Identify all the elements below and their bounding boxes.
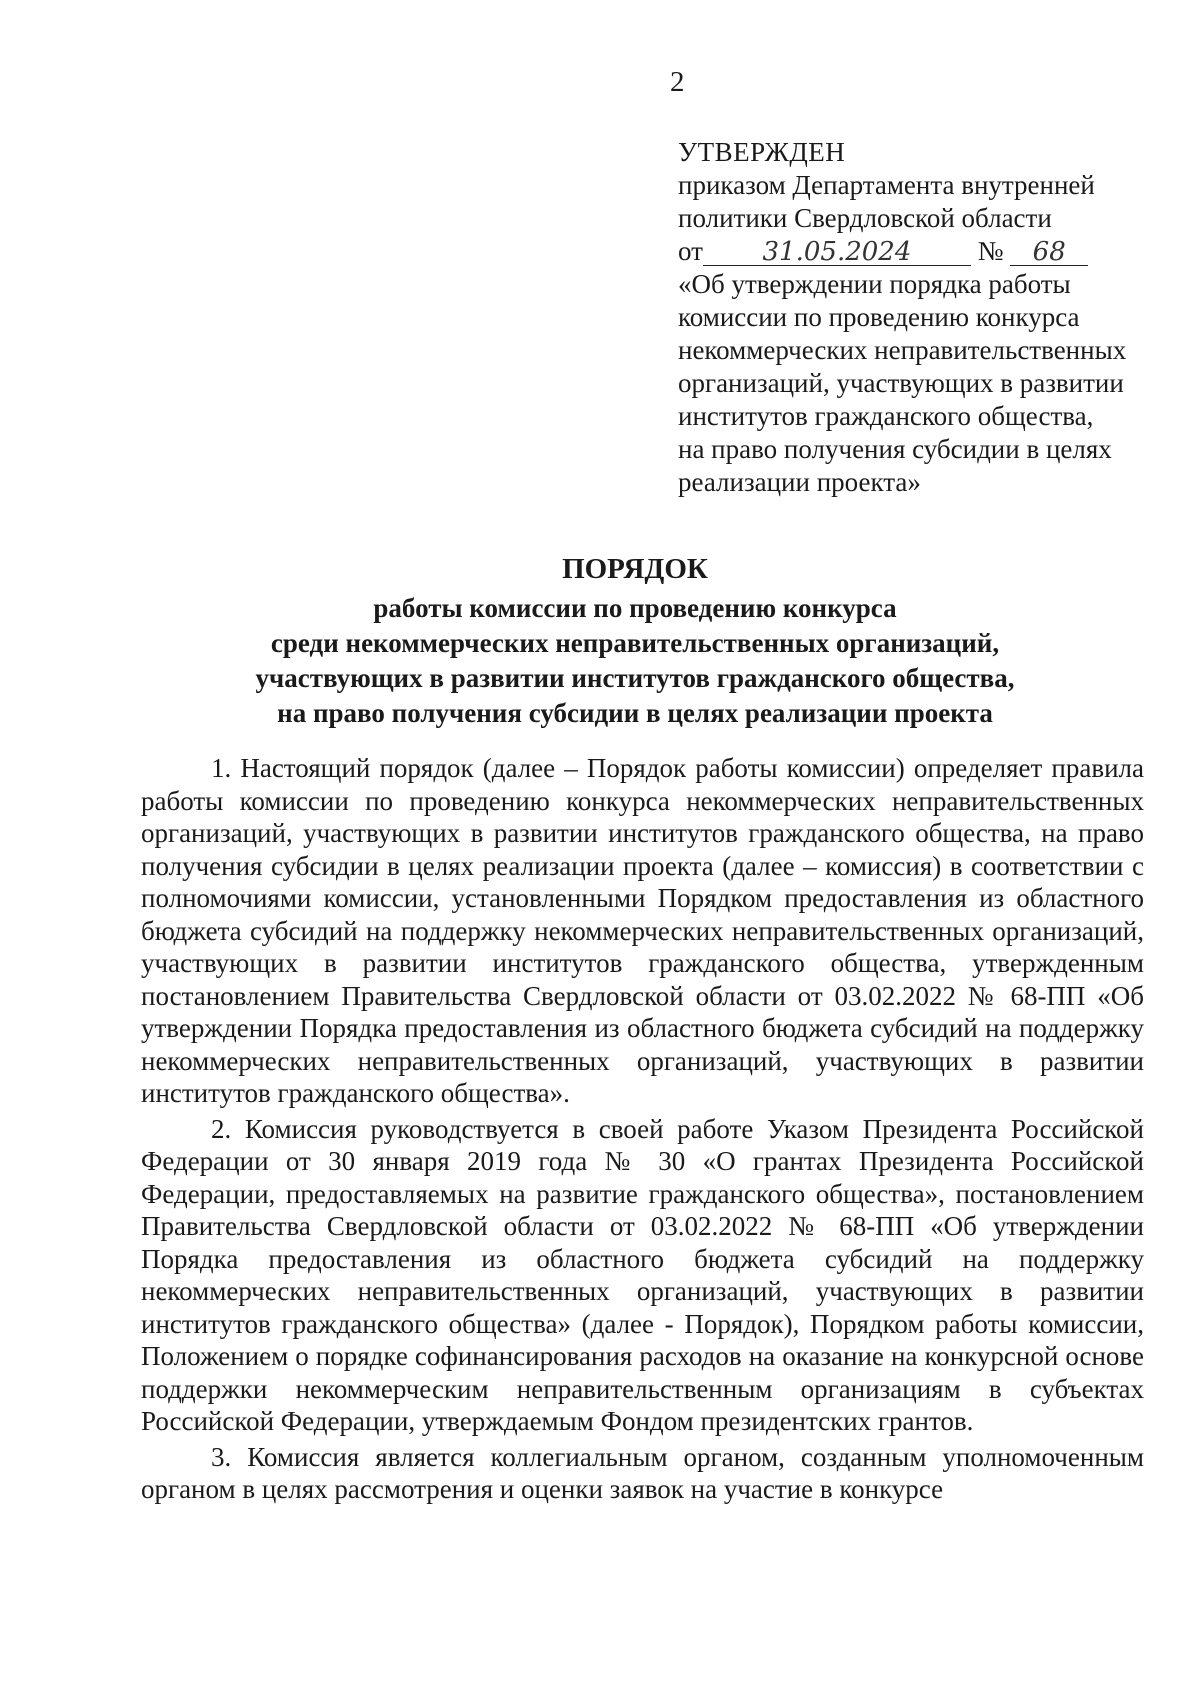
handwritten-number: 68 <box>1010 239 1088 266</box>
approval-date-number-line <box>678 235 1148 268</box>
document-title: ПОРЯДОК <box>562 553 708 585</box>
approval-quote-line: комиссии по проведению конкурса <box>678 302 1080 332</box>
document-subtitle-line: на право получения субсидии в целях реализации проекта <box>277 698 993 728</box>
approval-quote-line: на право получения субсидии в целях <box>678 434 1112 464</box>
paragraph-3: 3. Комиссия является коллегиальным органом, созданным уполномоченным органом в целях рассмотрения и оценки заявок на участие в конкурсе <box>141 1441 1144 1504</box>
approval-quote-line: некоммерческих неправительственных <box>678 335 1127 365</box>
approval-quote-line: «Об утверждении порядка работы <box>678 269 1071 299</box>
approval-quote-line: реализации проекта» <box>678 467 921 497</box>
approval-quote-line: институтов гражданского общества, <box>678 401 1094 431</box>
approval-heading: УТВЕРЖДЕН <box>678 137 846 167</box>
number-prefix: № <box>977 236 1004 266</box>
handwritten-date: 31.05.2024 <box>703 239 971 266</box>
document-subtitle-line: участвующих в развитии институтов гражданского общества, <box>255 663 1015 693</box>
approval-line-1: приказом Департамента внутренней <box>678 170 1095 200</box>
paragraph-1: 1. Настоящий порядок (далее – Порядок работы комиссии) определяет правила работы комиссии по проведению конкурса некоммерческих неправительственных организаций, участвующих в развитии институтов гражданского общества, на право получения субсидии в целях реализации проекта (далее – комиссия) в соответствии с полномочиями комиссии, установленными Порядком предоставления из областного бюджета субсидий на поддержку некоммерческих неправительственных организаций, участвующих в развитии институтов гражданского общества, утвержденным постановлением Правительства Свердловской области от 03.02.2022 № 68-ПП «Об утверждении Порядка предоставления из областного бюджета субсидий на поддержку некоммерческих неправительственных организаций, участвующих в развитии институтов гражданского общества». <box>141 753 1144 1108</box>
approval-quote-line: организаций, участвующих в развитии <box>678 368 1124 398</box>
page-number: 2 <box>670 66 685 98</box>
document-subtitle-line: среди некоммерческих неправительственных организаций, <box>270 628 1000 658</box>
date-prefix: от <box>678 236 703 266</box>
document-title-block <box>110 552 1160 731</box>
document-body <box>141 752 1144 1509</box>
approval-line-2: политики Свердловской области <box>678 203 1052 233</box>
approval-block <box>678 136 1148 499</box>
document-subtitle-line: работы комиссии по проведению конкурса <box>373 593 897 623</box>
paragraph-2: 2. Комиссия руководствуется в своей работе Указом Президента Российской Федерации от 30 января 2019 года № 30 «О грантах Президента Российской Федерации, предоставляемых на развитие гражданского общества», постановлением Правительства Свердловской области от 03.02.2022 № 68-ПП «Об утверждении Порядка предоставления из областного бюджета субсидий на поддержку некоммерческих неправительственных организаций, участвующих в развитии институтов гражданского общества» (далее - Порядок), Порядком работы комиссии, Положением о порядке софинансирования расходов на оказание на конкурсной основе поддержки некоммерческим неправительственным организациям в субъектах Российской Федерации, утверждаемым Фондом президентских грантов. <box>141 1113 1144 1436</box>
